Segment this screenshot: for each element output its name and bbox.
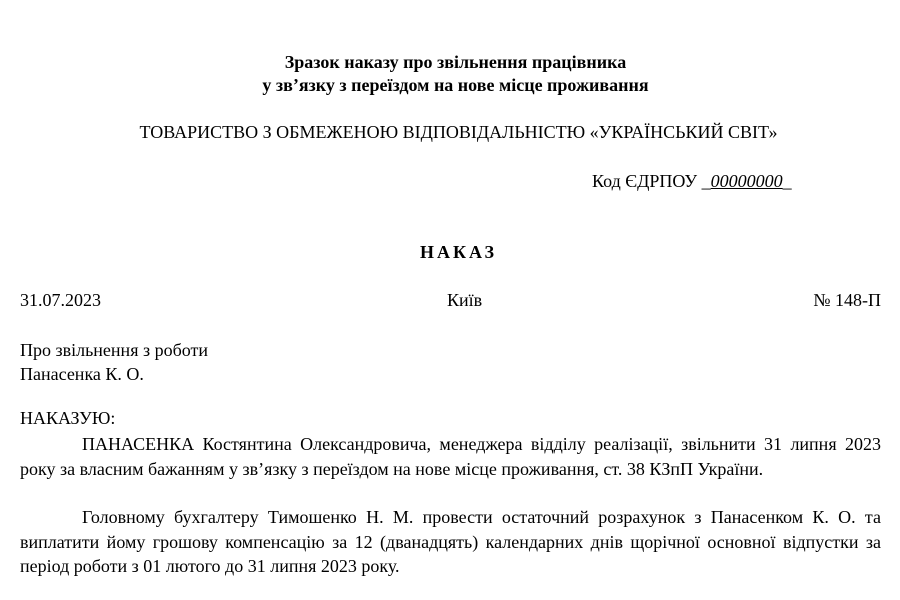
company-name: ТОВАРИСТВО З ОБМЕЖЕНОЮ ВІДПОВІДАЛЬНІСТЮ «УКРАЇНСЬКИЙ СВІТ» (139, 122, 778, 142)
order-number: № 148-П (813, 290, 881, 310)
edrpou-label: Код ЄДРПОУ _ (592, 171, 711, 191)
order-paragraph-2: Головному бухгалтеру Тимошенко Н. М. провести остаточний розрахунок з Панасенком К. О. та виплатити йому грошову компенсацію за 12 (дванадцять) календарних днів щорічної основної відпустки за період роботи з 01 лютого до 31 липня 2023 року. (20, 507, 881, 576)
order-meta-row (20, 289, 881, 311)
document-title-line2: у зв’язку з переїздом на нове місце проживання (262, 75, 649, 95)
subject-line1: Про звільнення з роботи (20, 340, 208, 360)
order-date: 31.07.2023 (20, 290, 101, 310)
order-subject (20, 338, 208, 386)
order-paragraph-1: ПАНАСЕНКА Костянтина Олександровича, менеджера відділу реалізації, звільнити 31 липня 2023 року за власним бажанням у зв’язку з переїздом на нове місце проживання, ст. 38 КЗпП України. (20, 434, 881, 479)
order-directive-word: НАКАЗУЮ: (20, 408, 116, 428)
edrpou-line (592, 170, 792, 192)
edrpou-suffix: _ (782, 171, 792, 191)
document-title-line1: Зразок наказу про звільнення працівника (284, 52, 627, 72)
order-city: Київ (447, 290, 483, 310)
edrpou-code: 00000000 (710, 171, 783, 191)
subject-line2: Панасенка К. О. (20, 364, 144, 384)
order-heading: НАКАЗ (419, 242, 498, 262)
